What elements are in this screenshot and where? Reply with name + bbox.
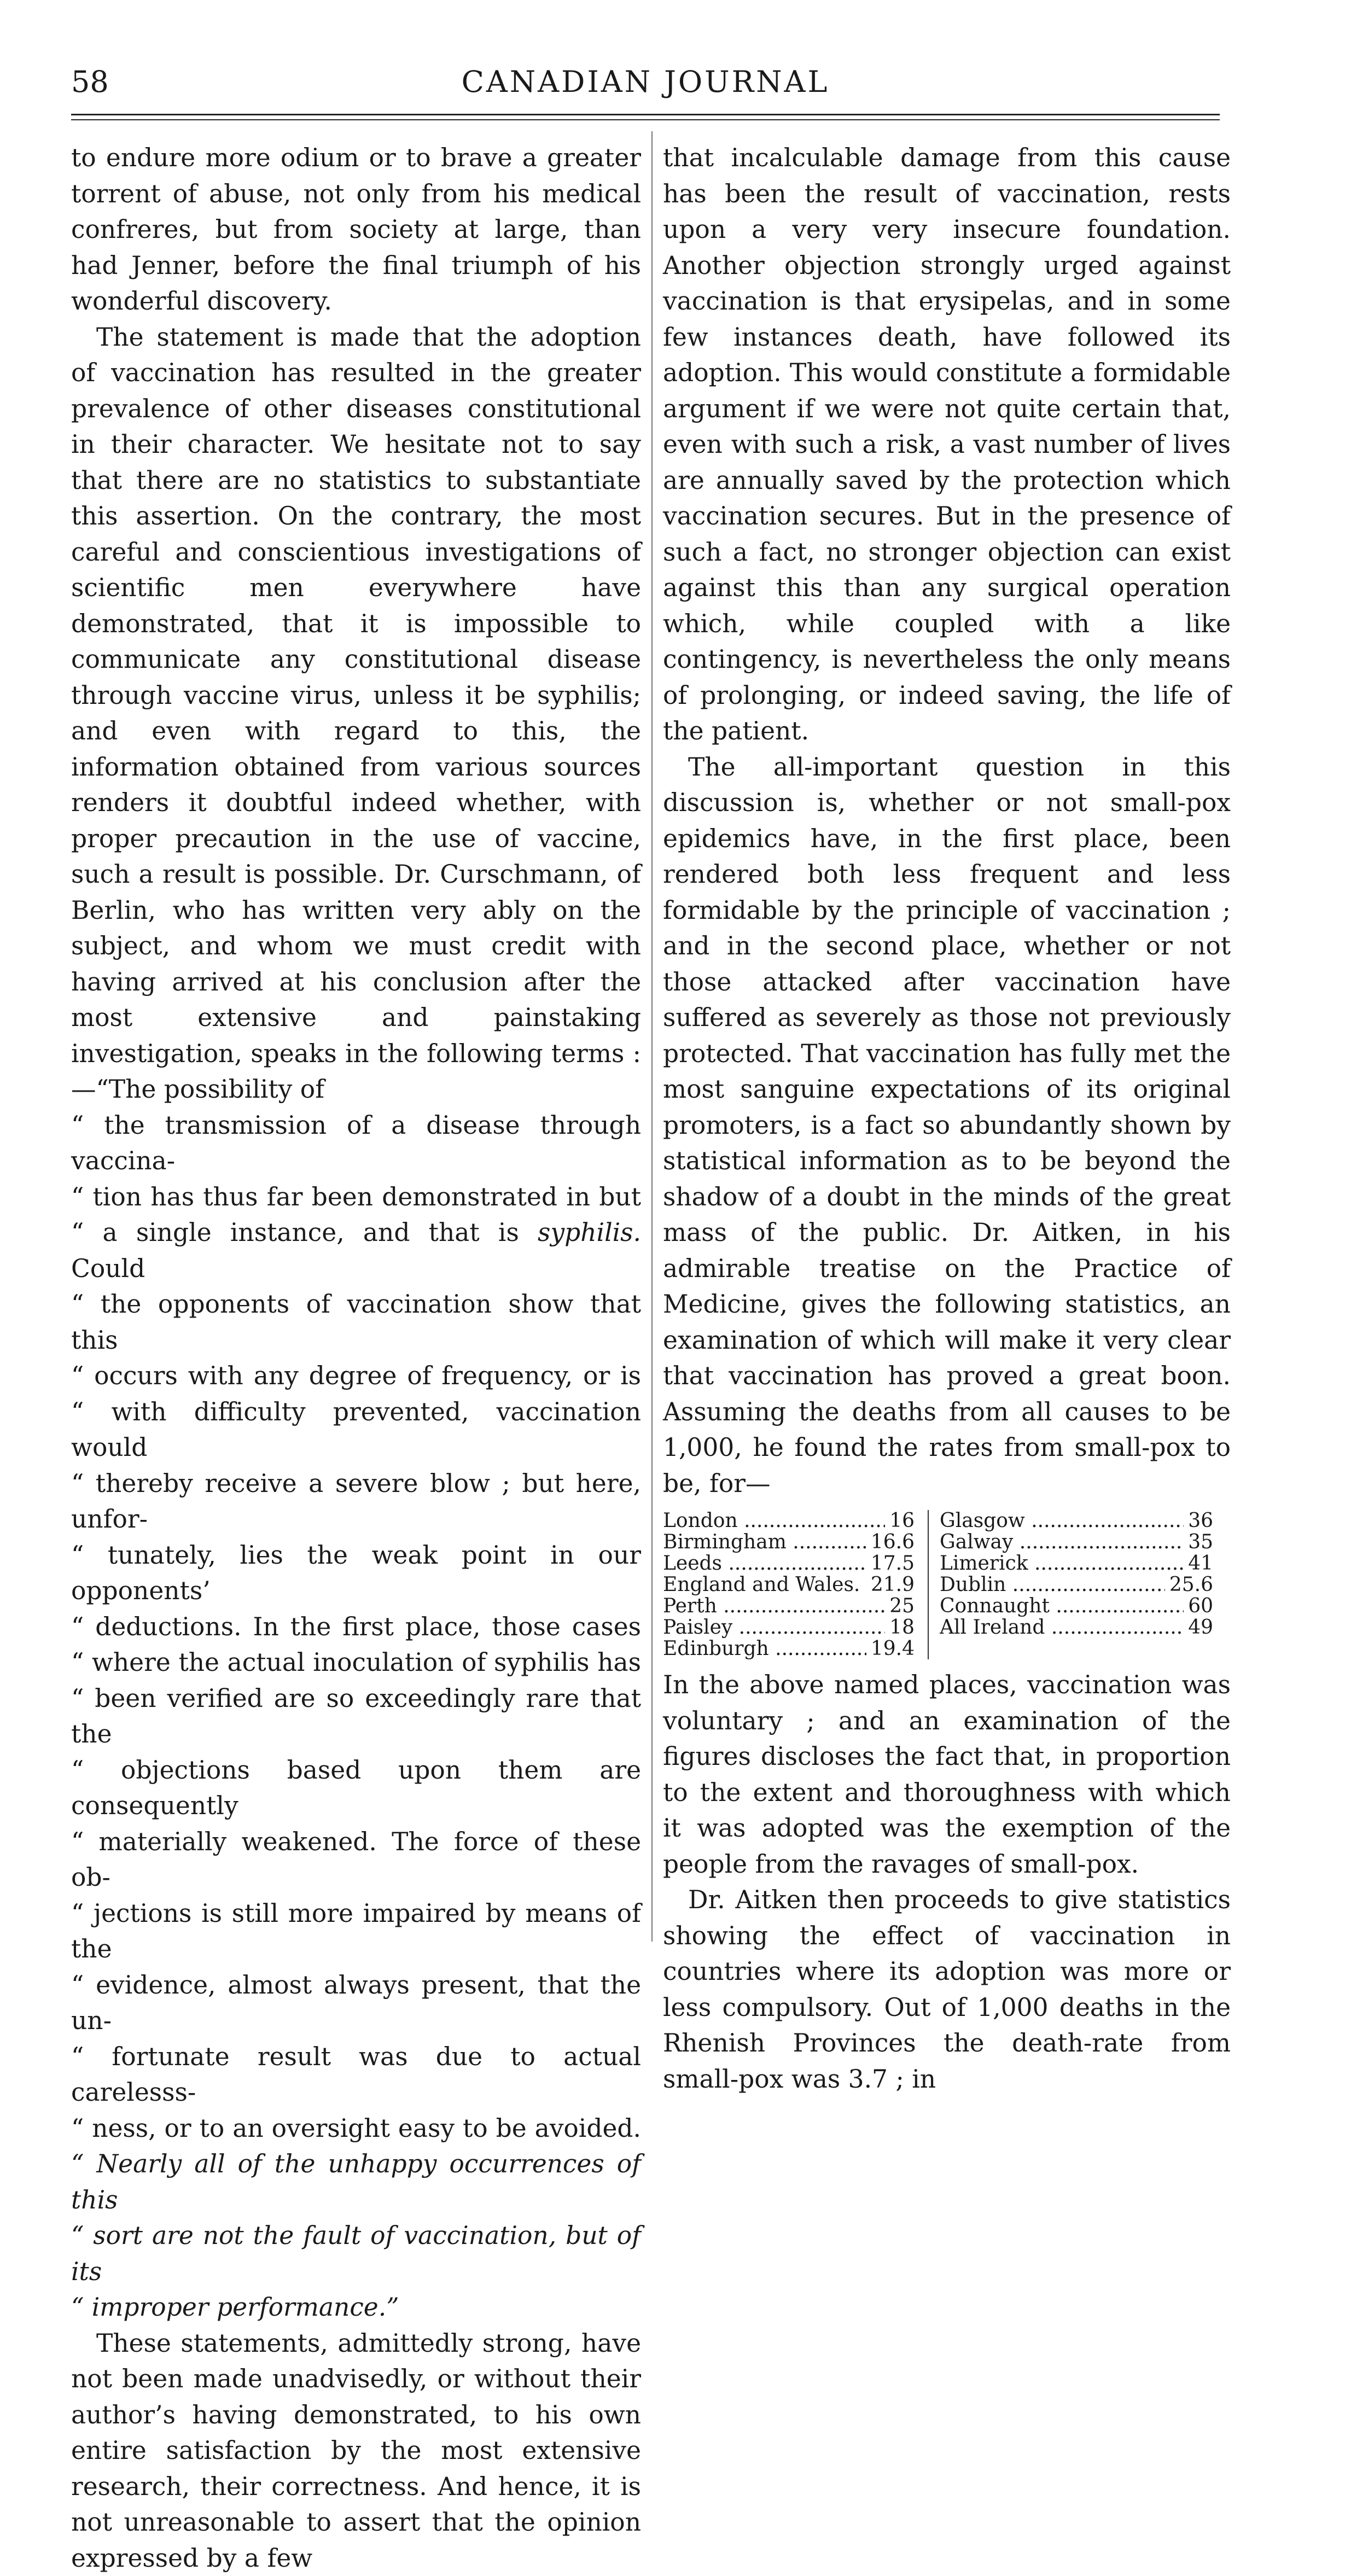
stats-column-right bbox=[928, 1510, 1213, 1659]
stats-place: Galway ..... bbox=[940, 1531, 1184, 1553]
stats-column-left bbox=[663, 1510, 928, 1659]
quote-line-italic: “ improper performance.” bbox=[71, 2289, 641, 2326]
stats-row bbox=[663, 1574, 915, 1595]
stats-place: Edinburgh ..... bbox=[663, 1638, 866, 1659]
stats-rate: 60 bbox=[1184, 1595, 1213, 1617]
stats-place: Birmingham ..... bbox=[663, 1531, 866, 1553]
quote-line: “ the opponents of vaccination show that this bbox=[71, 1286, 641, 1358]
quote-line: “ deductions. In the first place, those cases bbox=[71, 1609, 641, 1645]
stats-rate: 16 bbox=[885, 1510, 915, 1531]
stats-rate: 16.6 bbox=[866, 1531, 915, 1553]
stats-row bbox=[940, 1574, 1213, 1595]
right-column bbox=[663, 140, 1231, 2097]
column-divider bbox=[651, 131, 653, 1942]
smallpox-death-rate-table bbox=[663, 1510, 1231, 1659]
stats-place: Connaught ..... bbox=[940, 1595, 1184, 1617]
quote-line: “ materially weakened. The force of these ob- bbox=[71, 1824, 641, 1896]
quote-line: “ thereby receive a severe blow ; but here, unfor- bbox=[71, 1466, 641, 1537]
stats-row bbox=[663, 1595, 915, 1617]
quote-line: “ occurs with any degree of frequency, or is bbox=[71, 1358, 641, 1394]
right-paragraph-continued: that incalculable damage from this cause has been the result of vaccination, rests upon a very very insecure foundation. Another objection strongly urged against vaccination is that erysipelas, and in some few instances death, have followed its adoption. This would constitute a formidable argument if we were not quite certain that, even with such a risk, a vast number of lives are annually saved by the protection which vaccination secures. But in the presence of such a fact, no stronger objection can exist against this than any surgical operation which, while coupled with a like contingency, is nevertheless the only means of prolonging, or indeed saving, the life of the patient. bbox=[663, 140, 1231, 749]
stats-rate: 35 bbox=[1184, 1531, 1213, 1553]
stats-rate: 41 bbox=[1184, 1553, 1213, 1574]
stats-row bbox=[663, 1531, 915, 1553]
right-paragraph-compulsory: Dr. Aitken then proceeds to give statistics showing the effect of vaccination in countries where its adoption was more or less compulsory. Out of 1,000 deaths in the Rhenish Provinces the death-rate from small-pox was 3.7 ; in bbox=[663, 1882, 1231, 2097]
stats-place: England and Wales. ..... bbox=[663, 1574, 866, 1595]
left-paragraph-statements: These statements, admittedly strong, have not been made unadvisedly, or without their author’s having demonstrated, to his own entire satisfaction by the most extensive research, their correctness. And hence, it is not unreasonable to assert that the opinion expressed by a few bbox=[71, 2326, 641, 2576]
quote-text: Could bbox=[71, 1254, 145, 1283]
stats-rate: 49 bbox=[1184, 1617, 1213, 1638]
stats-rate: 18 bbox=[885, 1617, 915, 1638]
quote-line-italic: “ sort are not the fault of vaccination, but of its bbox=[71, 2218, 641, 2289]
quote-line: “ fortunate result was due to actual carelesss- bbox=[71, 2039, 641, 2111]
stats-place: Leeds ..... bbox=[663, 1553, 866, 1574]
left-column bbox=[71, 140, 641, 2576]
stats-row bbox=[940, 1531, 1213, 1553]
right-paragraph-question: The all-important question in this discussion is, whether or not small-pox epidemics have, in the first place, been rendered both less frequent and less formidable by the principle of vaccination ; and in the second place, whether or not those attacked after vaccination have suffered as severely as those not previously protected. That vaccination has fully met the most sanguine expectations of its original promoters, is a fact so abundantly shown by statistical information as to be beyond the shadow of a doubt in the minds of the great mass of the public. Dr. Aitken, in his admirable treatise on the Practice of Medicine, gives the following statistics, an examination of which will make it very clear that vaccination has proved a great boon. Assuming the deaths from all causes to be 1,000, he found the rates from small-pox to be, for— bbox=[663, 749, 1231, 1502]
stats-rate: 19.4 bbox=[866, 1638, 915, 1659]
quote-line: “ the transmission of a disease through vaccina- bbox=[71, 1108, 641, 1179]
stats-rate: 25.6 bbox=[1165, 1574, 1213, 1595]
curschmann-quote bbox=[71, 1108, 641, 2326]
quote-line: “ objections based upon them are consequently bbox=[71, 1752, 641, 1824]
stats-row bbox=[663, 1617, 915, 1638]
stats-row bbox=[940, 1617, 1213, 1638]
stats-row bbox=[940, 1595, 1213, 1617]
stats-place: Limerick ..... bbox=[940, 1553, 1184, 1574]
stats-row bbox=[663, 1553, 915, 1574]
page-header bbox=[71, 65, 1220, 108]
quote-line: “ jections is still more impaired by means of the bbox=[71, 1896, 641, 1967]
stats-place: Glasgow ..... bbox=[940, 1510, 1184, 1531]
stats-row bbox=[940, 1510, 1213, 1531]
stats-rate: 21.9 bbox=[866, 1574, 915, 1595]
stats-place: London ..... bbox=[663, 1510, 885, 1531]
stats-place: All Ireland ..... bbox=[940, 1617, 1184, 1638]
header-rule-thin bbox=[71, 119, 1220, 120]
page-number: 58 bbox=[71, 65, 109, 99]
stats-rate: 17.5 bbox=[866, 1553, 915, 1574]
left-paragraph-continued: to endure more odium or to brave a greater torrent of abuse, not only from his medical confreres, but from society at large, than had Jenner, before the final triumph of his wonderful discovery. bbox=[71, 140, 641, 319]
stats-place: Dublin ..... bbox=[940, 1574, 1165, 1595]
stats-row bbox=[940, 1553, 1213, 1574]
stats-row bbox=[663, 1638, 915, 1659]
quote-text: “ a single instance, and that is bbox=[71, 1218, 519, 1247]
stats-place: Perth ..... bbox=[663, 1595, 885, 1617]
quote-line: “ tion has thus far been demonstrated in but bbox=[71, 1179, 641, 1215]
header-rule-thick bbox=[71, 114, 1220, 115]
stats-rate: 36 bbox=[1184, 1510, 1213, 1531]
left-paragraph-statement: The statement is made that the adoption of vaccination has resulted in the greater prevalence of other diseases constitutional in their character. We hesitate not to say that there are no statistics to substantiate this assertion. On the contrary, the most careful and conscientious investigations of scientific men everywhere have demonstrated, that it is impossible to communicate any constitutional disease through vaccine virus, unless it be syphilis; and even with regard to this, the information obtained from various sources renders it doubtful indeed whether, with proper precaution in the use of vaccine, such a result is possible. Dr. Curschmann, of Berlin, who has written very ably on the subject, and whom we must credit with having arrived at his conclusion after the most extensive and painstaking investigation, speaks in the following terms :—“The possibility of bbox=[71, 319, 641, 1108]
quote-line bbox=[71, 1215, 641, 1286]
stats-row bbox=[663, 1510, 915, 1531]
journal-title: CANADIAN JOURNAL bbox=[71, 65, 1220, 99]
quote-line-italic: “ Nearly all of the unhappy occurrences of this bbox=[71, 2146, 641, 2218]
quote-line: “ evidence, almost always present, that the un- bbox=[71, 1967, 641, 2039]
stats-place: Paisley ..... bbox=[663, 1617, 885, 1638]
quote-line: “ where the actual inoculation of syphilis has bbox=[71, 1645, 641, 1681]
quote-line: “ tunately, lies the weak point in our opponents’ bbox=[71, 1537, 641, 1609]
right-paragraph-voluntary: In the above named places, vaccination was voluntary ; and an examination of the figures discloses the fact that, in proportion to the extent and thoroughness with which it was adopted was the exemption of the people from the ravages of small-pox. bbox=[663, 1667, 1231, 1882]
quote-line: “ been verified are so exceedingly rare that the bbox=[71, 1681, 641, 1752]
quote-line: “ ness, or to an oversight easy to be avoided. bbox=[71, 2111, 641, 2147]
quote-line: “ with difficulty prevented, vaccination would bbox=[71, 1394, 641, 1466]
quote-italic-syphilis: syphilis. bbox=[538, 1218, 641, 1247]
stats-rate: 25 bbox=[885, 1595, 915, 1617]
